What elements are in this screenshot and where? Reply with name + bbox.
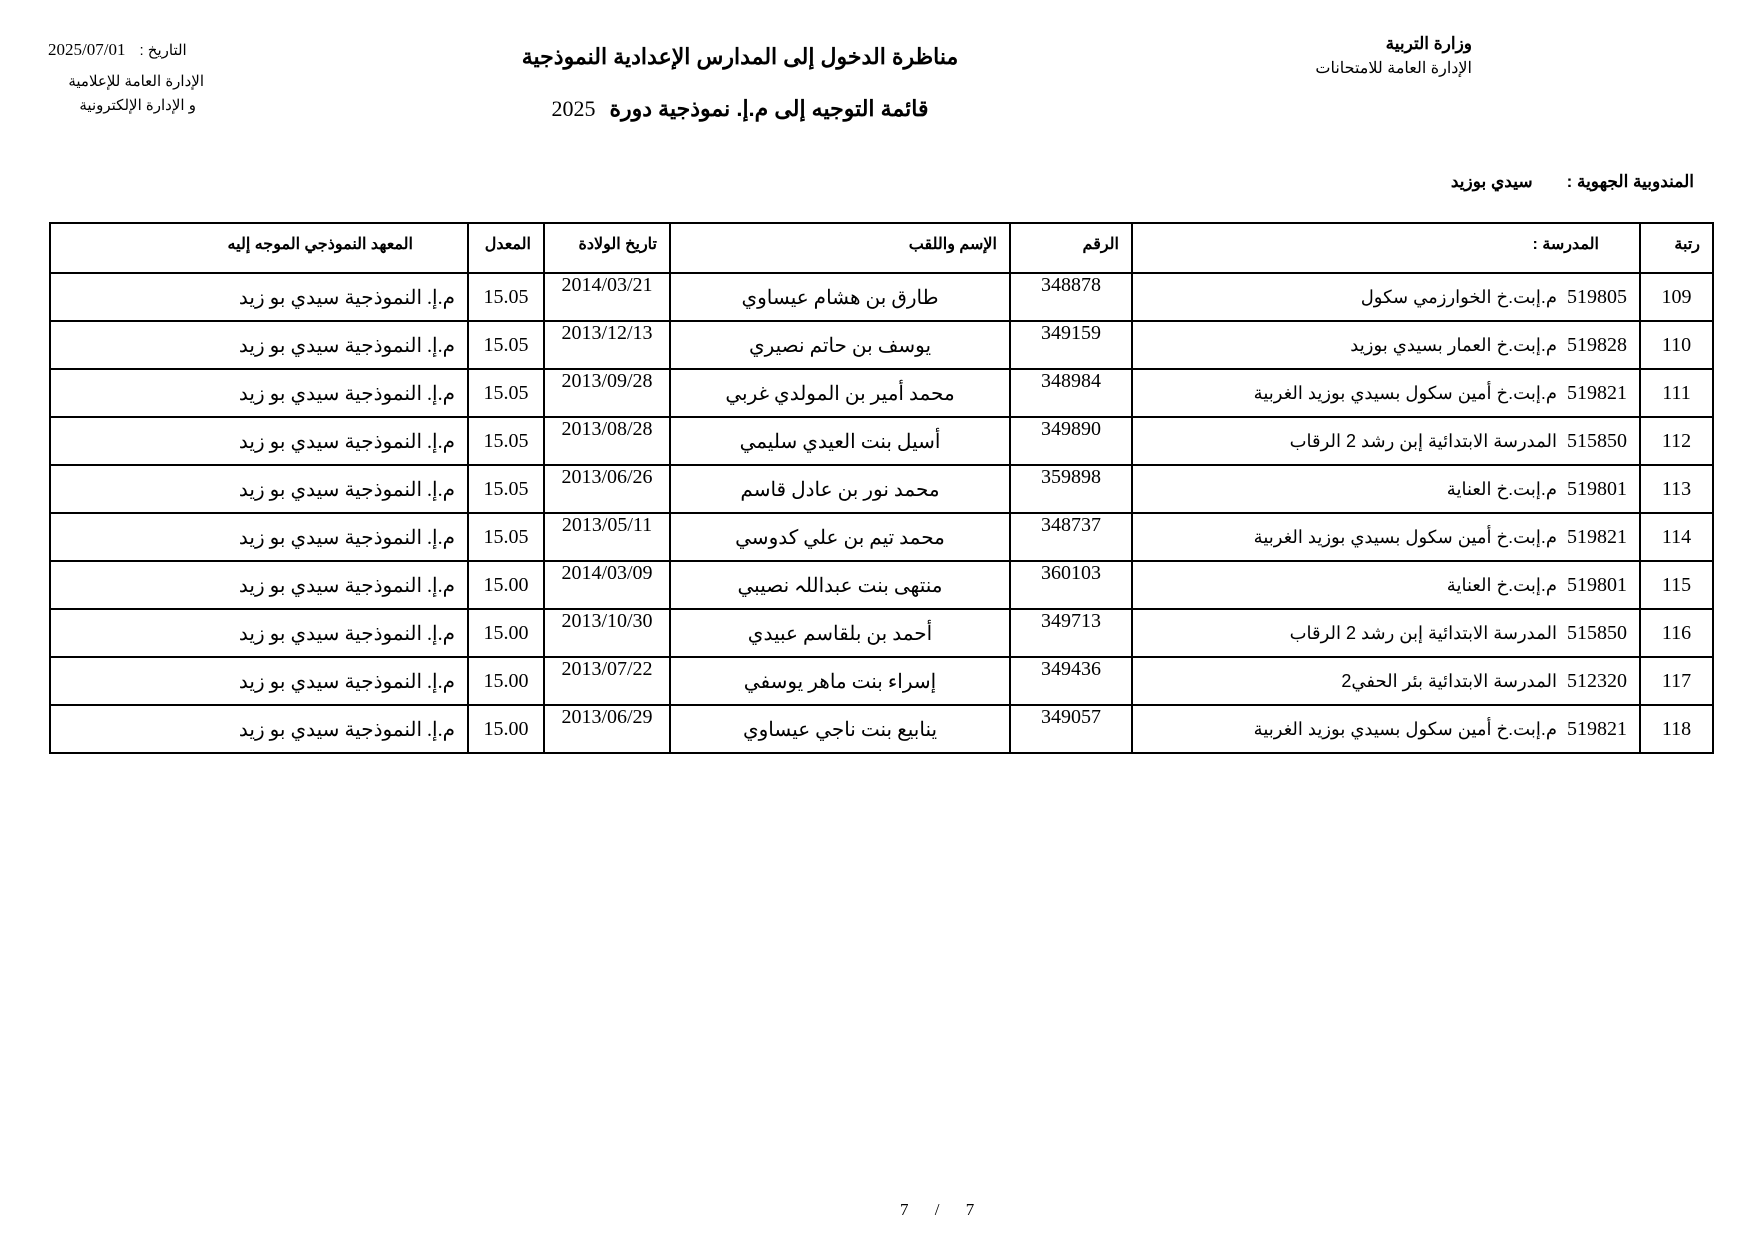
cell-rank: 114 [1640, 513, 1713, 561]
cell-school [1132, 417, 1640, 465]
school-code: 519821 [1567, 381, 1627, 404]
cell-number: 349713 [1010, 609, 1132, 657]
region-label: المندوبية الجهوية : [1566, 172, 1694, 191]
school-code: 519821 [1567, 717, 1627, 740]
cell-rank: 110 [1640, 321, 1713, 369]
cell-school [1132, 273, 1640, 321]
cell-rank: 113 [1640, 465, 1713, 513]
cell-name: طارق بن هشام عيساوي [670, 273, 1010, 321]
cell-average: 15.00 [468, 657, 544, 705]
cell-school [1132, 321, 1640, 369]
cell-birth-date: 2013/10/30 [544, 609, 670, 657]
school-name: م.إبت.خ أمين سكول بسيدي بوزيد الغربية [1253, 718, 1557, 739]
subtitle-text: قائمة التوجيه إلى م.إ. نموذجية دورة [609, 96, 929, 121]
header-name: الإسم واللقب [670, 223, 1010, 273]
subtitle-year: 2025 [551, 96, 596, 121]
cell-institute: م.إ. النموذجية سيدي بو زيد [50, 417, 468, 465]
cell-rank: 118 [1640, 705, 1713, 753]
school-name: م.إبت.خ أمين سكول بسيدي بوزيد الغربية [1253, 382, 1557, 403]
cell-school [1132, 513, 1640, 561]
header-institute: المعهد النموذجي الموجه إليه [50, 223, 468, 273]
cell-number: 348984 [1010, 369, 1132, 417]
cell-average: 15.00 [468, 705, 544, 753]
cell-birth-date: 2013/08/28 [544, 417, 670, 465]
school-code: 515850 [1567, 429, 1627, 452]
cell-average: 15.05 [468, 321, 544, 369]
cell-average: 15.05 [468, 369, 544, 417]
cell-school [1132, 369, 1640, 417]
table-row [50, 609, 1713, 657]
page-title: مناظرة الدخول إلى المدارس الإعدادية النموذجية [521, 44, 959, 69]
header-rank: رتبة [1640, 223, 1713, 273]
cell-school [1132, 609, 1640, 657]
exams-department: الإدارة العامة للامتحانات [1315, 60, 1472, 77]
school-name: م.إبت.خ العناية [1446, 574, 1557, 595]
school-code: 515850 [1567, 621, 1627, 644]
region-line [1451, 172, 1694, 192]
date-row [48, 40, 187, 60]
cell-birth-date: 2013/12/13 [544, 321, 670, 369]
cell-institute: م.إ. النموذجية سيدي بو زيد [50, 369, 468, 417]
date-value: 2025/07/01 [48, 40, 126, 59]
school-name: م.إبت.خ العناية [1446, 478, 1557, 499]
school-name: المدرسة الابتدائية إبن رشد 2 الرقاب [1289, 622, 1557, 643]
cell-number: 349057 [1010, 705, 1132, 753]
cell-average: 15.05 [468, 465, 544, 513]
cell-birth-date: 2014/03/21 [544, 273, 670, 321]
date-label: التاريخ : [139, 42, 187, 59]
cell-name: أسيل بنت العيدي سليمي [670, 417, 1010, 465]
school-name: م.إبت.خ الخوارزمي سكول [1360, 286, 1557, 307]
cell-number: 349890 [1010, 417, 1132, 465]
school-code: 519805 [1567, 285, 1627, 308]
cell-rank: 109 [1640, 273, 1713, 321]
header-school: المدرسة : [1132, 223, 1640, 273]
table-row [50, 321, 1713, 369]
table-row [50, 465, 1713, 513]
school-code: 519801 [1567, 573, 1627, 596]
page-total: 7 [965, 1200, 975, 1219]
cell-school [1132, 465, 1640, 513]
cell-institute: م.إ. النموذجية سيدي بو زيد [50, 561, 468, 609]
cell-average: 15.00 [468, 609, 544, 657]
cell-average: 15.05 [468, 513, 544, 561]
cell-number: 348878 [1010, 273, 1132, 321]
cell-name: محمد أمير بن المولدي غربي [670, 369, 1010, 417]
cell-average: 15.05 [468, 417, 544, 465]
header-average: المعدل [468, 223, 544, 273]
school-name: م.إبت.خ العمار بسيدي بوزيد [1350, 334, 1557, 355]
cell-school [1132, 657, 1640, 705]
cell-name: محمد تيم بن علي كدوسي [670, 513, 1010, 561]
cell-institute: م.إ. النموذجية سيدي بو زيد [50, 321, 468, 369]
cell-average: 15.00 [468, 561, 544, 609]
cell-birth-date: 2013/06/29 [544, 705, 670, 753]
cell-name: منتهى بنت عبداللہ نصيبي [670, 561, 1010, 609]
cell-number: 360103 [1010, 561, 1132, 609]
table-header-row [50, 223, 1713, 273]
cell-number: 359898 [1010, 465, 1132, 513]
cell-institute: م.إ. النموذجية سيدي بو زيد [50, 705, 468, 753]
school-code: 519828 [1567, 333, 1627, 356]
school-code: 512320 [1567, 669, 1627, 692]
cell-rank: 117 [1640, 657, 1713, 705]
cell-birth-date: 2013/09/28 [544, 369, 670, 417]
cell-birth-date: 2014/03/09 [544, 561, 670, 609]
region-value: سيدي بوزيد [1450, 172, 1533, 191]
cell-average: 15.05 [468, 273, 544, 321]
cell-institute: م.إ. النموذجية سيدي بو زيد [50, 609, 468, 657]
cell-institute: م.إ. النموذجية سيدي بو زيد [50, 465, 468, 513]
cell-rank: 116 [1640, 609, 1713, 657]
page-separator: / [934, 1200, 940, 1219]
table-row [50, 513, 1713, 561]
school-name: م.إبت.خ أمين سكول بسيدي بوزيد الغربية [1253, 526, 1557, 547]
table-row [50, 657, 1713, 705]
cell-institute: م.إ. النموذجية سيدي بو زيد [50, 273, 468, 321]
cell-rank: 111 [1640, 369, 1713, 417]
cell-name: يوسف بن حاتم نصيري [670, 321, 1010, 369]
cell-number: 348737 [1010, 513, 1132, 561]
school-code: 519801 [1567, 477, 1627, 500]
cell-institute: م.إ. النموذجية سيدي بو زيد [50, 657, 468, 705]
cell-number: 349159 [1010, 321, 1132, 369]
cell-name: إسراء بنت ماهر يوسفي [670, 657, 1010, 705]
cell-school [1132, 561, 1640, 609]
school-name: المدرسة الابتدائية إبن رشد 2 الرقاب [1289, 430, 1557, 451]
header-number: الرقم [1010, 223, 1132, 273]
table-row [50, 705, 1713, 753]
cell-name: ينابيع بنت ناجي عيساوي [670, 705, 1010, 753]
cell-name: محمد نور بن عادل قاسم [670, 465, 1010, 513]
school-name: المدرسة الابتدائية بئر الحفي2 [1341, 670, 1557, 691]
page-current: 7 [900, 1200, 909, 1219]
cell-institute: م.إ. النموذجية سيدي بو زيد [50, 513, 468, 561]
cell-name: أحمد بن بلقاسم عبيدي [670, 609, 1010, 657]
school-code: 519821 [1567, 525, 1627, 548]
page-subtitle [480, 96, 1000, 122]
cell-birth-date: 2013/05/11 [544, 513, 670, 561]
info-department-line1: الإدارة العامة للإعلامية [68, 73, 204, 90]
table-row [50, 417, 1713, 465]
ministry-name: وزارة التربية [1385, 34, 1472, 53]
cell-birth-date: 2013/06/26 [544, 465, 670, 513]
cell-birth-date: 2013/07/22 [544, 657, 670, 705]
table-row [50, 273, 1713, 321]
orientation-table [49, 222, 1714, 754]
header-birth-date: تاريخ الولادة [544, 223, 670, 273]
cell-rank: 115 [1640, 561, 1713, 609]
table-row [50, 561, 1713, 609]
cell-school [1132, 705, 1640, 753]
cell-number: 349436 [1010, 657, 1132, 705]
cell-rank: 112 [1640, 417, 1713, 465]
table-row [50, 369, 1713, 417]
info-department-line2: و الإدارة الإلكترونية [79, 97, 196, 114]
page-counter [900, 1200, 974, 1220]
